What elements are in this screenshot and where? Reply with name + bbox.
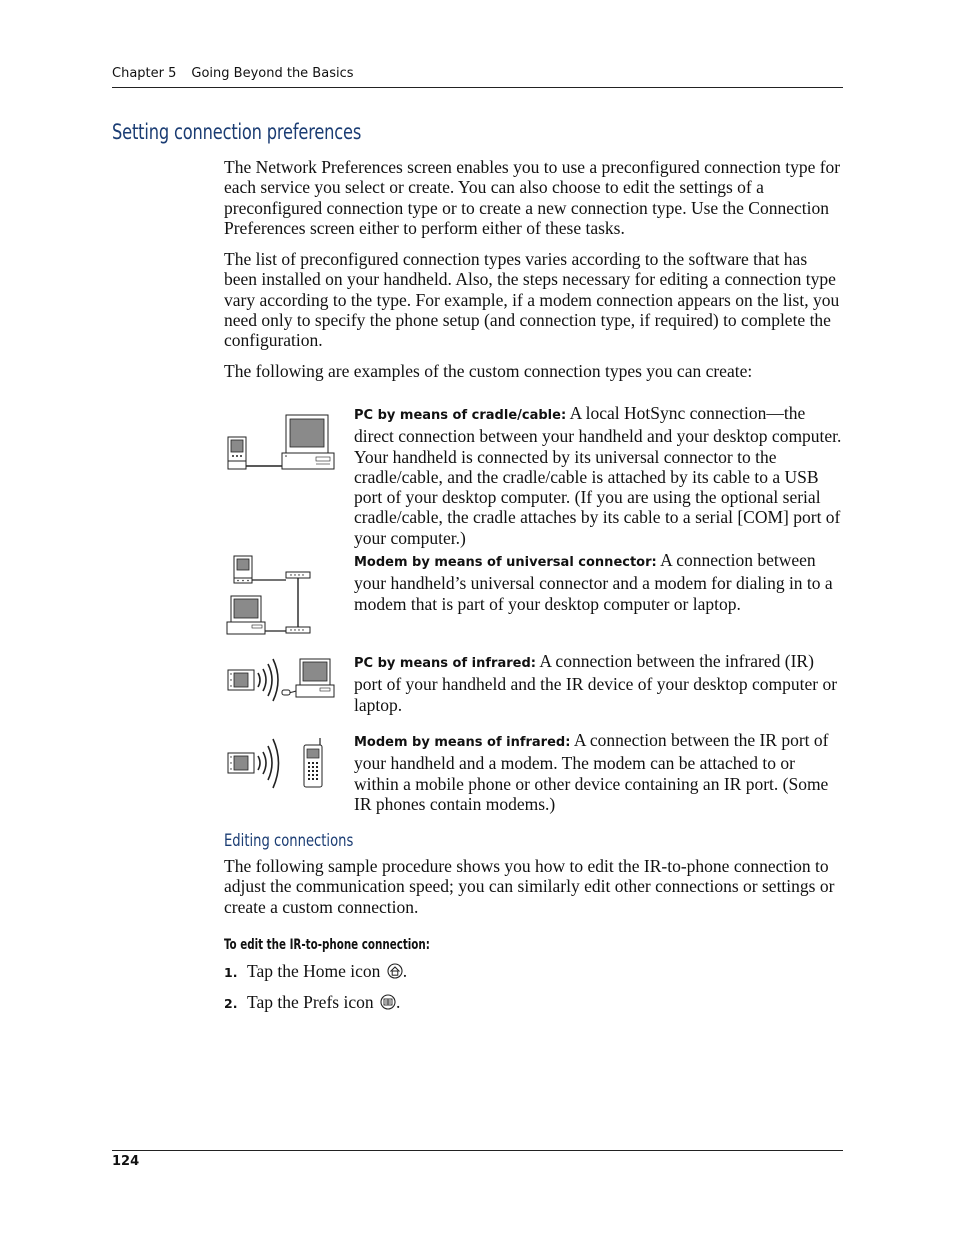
page-number: 124 — [112, 1154, 140, 1169]
connection-type-name: PC by means of cradle/cable: — [354, 408, 567, 423]
handheld-cable-pc-icon — [224, 410, 342, 474]
step-end: . — [402, 961, 408, 981]
procedure-step — [224, 961, 407, 983]
step-text: Tap the Home icon — [247, 961, 381, 981]
prefs-icon — [380, 994, 396, 1014]
connection-type-description: A connection between the infrared (IR) port of your handheld and the IR device of your desktop computer or laptop. — [354, 651, 838, 715]
section-title: Setting connection preferences — [112, 120, 362, 144]
home-icon — [387, 963, 403, 983]
connection-type-item — [354, 550, 844, 614]
step-end: . — [395, 992, 401, 1012]
editing-intro: The following sample procedure shows you how to edit the IR-to-phone connection to adjust the communication speed; you can similarly edit other connections or settings or create a custom connection. — [224, 856, 835, 917]
intro-paragraph-1: The Network Preferences screen enables you to use a preconfigured connection type for each service you select or create. You can also choose to edit the settings of a preconfigured connection type or to create a new connection type. Use the Connection Preferences screen either to perform either of these tasks. — [224, 157, 841, 238]
connection-type-item — [354, 730, 844, 814]
connection-type-description: A connection between your handheld’s universal connector and a modem for dialing in to a modem that is part of your desktop computer or laptop. — [354, 550, 833, 614]
running-header — [112, 66, 354, 81]
procedure-title: To edit the IR-to-phone connection: — [224, 937, 430, 953]
subsection-heading: Editing connections — [224, 831, 354, 851]
step-number: 1. — [224, 965, 238, 980]
connection-type-item — [354, 651, 844, 715]
header-rule — [112, 87, 843, 88]
handheld-infrared-pc-icon — [224, 653, 340, 707]
connection-type-name: Modem by means of universal connector: — [354, 555, 657, 570]
chapter-title: Going Beyond the Basics — [191, 66, 354, 81]
footer-rule — [112, 1150, 843, 1151]
intro-paragraph-2: The list of preconfigured connection types varies according to the software that has been installed on your handheld. Also, the steps necessary for editing a connection type vary according to the type. For example, if a modem connection appears on the list, you need only to specify the phone setup (and connection type, if required) to complete the configuration. — [224, 249, 840, 351]
step-text: Tap the Prefs icon — [247, 992, 374, 1012]
connection-type-description: A connection between the IR port of your handheld and a modem. The modem can be attached to or within a mobile phone or other device containing an IR port. (Some IR phones contain modems.) — [354, 730, 829, 814]
connection-type-name: PC by means of infrared: — [354, 656, 536, 671]
connection-type-item — [354, 403, 844, 548]
handheld-modem-pc-icon — [224, 553, 316, 639]
intro-paragraph-3: The following are examples of the custom connection types you can create: — [224, 361, 753, 381]
chapter-number: Chapter 5 — [112, 66, 177, 81]
connection-type-name: Modem by means of infrared: — [354, 735, 571, 750]
step-number: 2. — [224, 996, 238, 1011]
handheld-infrared-phone-icon — [224, 734, 328, 794]
connection-type-description: A local HotSync connection—the direct connection between your handheld and your desktop computer. Your handheld is connected by its universal connector to the cradle/cable, and the cradle/cable is attached by its cable to a USB port of your desktop computer. (If you are using the optional serial cradle/cable, the cradle attaches by its cable to a serial [COM] port of your computer.) — [354, 403, 842, 548]
procedure-step — [224, 992, 400, 1014]
